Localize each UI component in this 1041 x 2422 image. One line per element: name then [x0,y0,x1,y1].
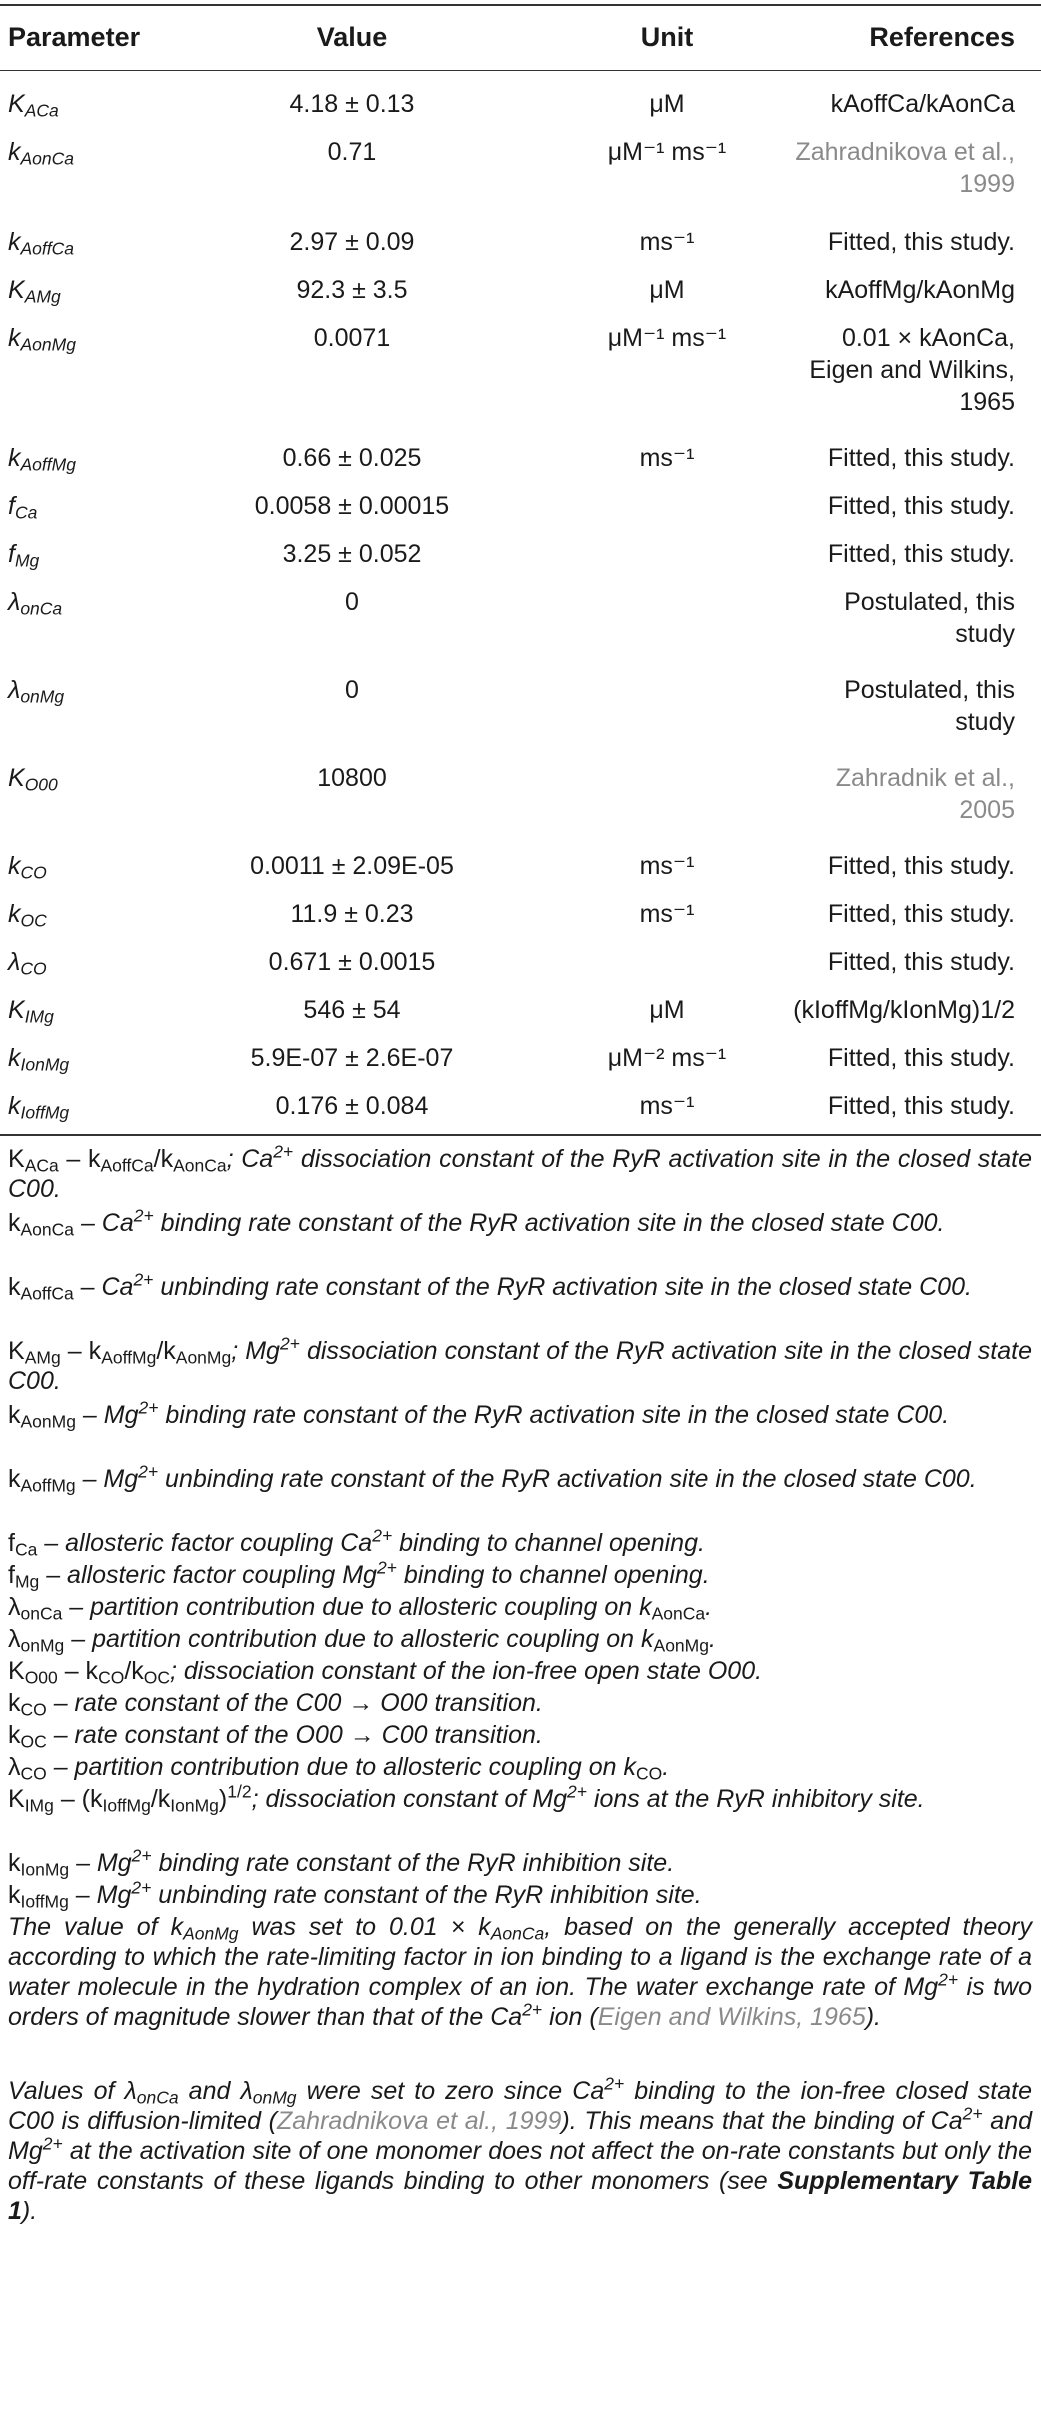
parameter-cell [8,226,74,258]
reference-link[interactable]: Zahradnik et al., [835,764,1015,792]
reference-cell: Fitted, this study. [827,228,1015,256]
reference-cell: Fitted, this study. [827,900,1015,928]
header-value: Value [316,22,388,52]
note-kioffmg: $k_{IoffMg} - Mg^{2+}$ unbinding rate constant of the RyR inhibition site. [8,1877,702,1912]
parameter-symbol: K [8,764,25,792]
reference-cell: kAoffMg/kAonMg [825,276,1015,304]
note-kaonca: $k_{AonCa} - Ca^{2+}$ binding rate constant of the RyR activation site in the closed state C00. [8,1205,945,1240]
citation-link-eigen[interactable]: Eigen and Wilkins, 1965 [597,2003,866,2031]
reference-cell: (kIoffMg/kIonMg)1/2 [793,996,1015,1024]
value-cell: 0.176 ± 0.084 [275,1092,429,1120]
value-cell: 0 [345,588,359,616]
parameter-cell [8,322,76,354]
parameter-symbol: k [8,138,21,166]
value-cell: 5.9E-07 ± 2.6E-07 [250,1044,454,1072]
unit-cell: μM⁻¹ ms⁻¹ [607,138,727,166]
citation-link-zahradnikova[interactable]: Zahradnikova et al., 1999 [277,2107,562,2135]
reference-cell: Postulated, this [844,588,1015,616]
parameter-symbol: K [8,996,25,1024]
parameter-subscript: Mg [14,550,40,571]
parameter-cell [8,136,74,168]
unit-cell: ms⁻¹ [639,852,695,880]
value-cell: 0.0058 ± 0.00015 [254,492,450,520]
reference-link[interactable]: Zahradnikova et al., [795,138,1015,166]
parameter-subscript: onCa [20,598,63,619]
parameter-symbol: k [8,228,21,256]
note-ko00: $K_{O00} - k_{CO}/k_{OC}$; dissociation constant of the ion-free open state O00. [8,1657,763,1688]
reference-cell: study [955,708,1015,736]
note-kco: $k_{CO}$ – rate constant of the C00 → O00 transition. [8,1689,543,1720]
reference-cell: Fitted, this study. [827,1044,1015,1072]
reference-cell: Postulated, this [844,676,1015,704]
header-unit: Unit [640,22,694,52]
note-lambda-onca: $\lambda_{onCa}$ – partition contribution due to allosteric coupling on $k_{AonCa}$. [8,1593,713,1624]
note-kaoffmg: $k_{AoffMg} - Mg^{2+}$ unbinding rate constant of the RyR activation site in the closed state C00. [8,1461,977,1496]
note-fca: $f_{Ca}$ – allosteric factor coupling $Ca^{2+}$ binding to channel opening. [8,1525,705,1560]
parameter-cell [8,762,58,794]
note-fmg: $f_{Mg}$ – allosteric factor coupling $Mg^{2+}$ binding to channel opening. [8,1557,710,1592]
parameter-subscript: Ca [14,502,38,523]
header-references: References [869,22,1015,52]
reference-cell: Fitted, this study. [827,1092,1015,1120]
note-kamg: $K_{AMg} - k_{AoffMg}/k_{AonMg}$; $Mg^{2+}$ dissociation constant of the RyR activation site in the closed state C00. [8,1333,1033,1395]
parameter-subscript: ACa [24,100,59,121]
parameter-cell [8,586,62,618]
unit-cell: μM⁻¹ ms⁻¹ [607,324,727,352]
value-cell: 0.671 ± 0.0015 [268,948,436,976]
parameter-symbol: k [8,1092,21,1120]
header-rule [0,70,1041,71]
parameter-cell [8,274,61,306]
reference-cell: 0.01 × kAonCa, [841,324,1015,352]
parameter-subscript: O00 [24,774,58,795]
parameter-cell [8,538,39,570]
note-paragraph-kaonmg: The value of $k_{AonMg}$ was set to $0.01 \times k_{AonCa}$, based on the generally accepted theory according to which the rate-limiting factor in ion binding to a ligand is the exchange rate of a water molecule in the hydration complex of an ion. The water exchange rate of $Mg^{2+}$ is two orders of magnitude slower than that of the $Ca^{2+}$ ion (Eigen and Wilkins, 1965). [8,1913,1032,2031]
unit-cell: μM [649,90,685,118]
parameter-subscript: IMg [24,1006,54,1027]
reference-cell: study [955,620,1015,648]
top-rule [0,4,1041,6]
reference-cell: Fitted, this study. [827,492,1015,520]
parameter-cell [8,850,47,882]
parameter-symbol: k [8,1044,21,1072]
parameter-symbol: k [8,444,21,472]
note-lambda-onmg: $\lambda_{onMg}$ – partition contribution due to allosteric coupling on $k_{AonMg}$. [8,1625,716,1656]
value-cell: 0.0011 ± 2.09E-05 [250,852,454,880]
parameter-symbol: λ [8,948,21,976]
parameter-cell [8,898,47,930]
value-cell: 4.18 ± 0.13 [289,90,415,118]
note-koc: $k_{OC}$ – rate constant of the O00 → C00 transition. [8,1721,543,1752]
note-kionmg: $k_{IonMg} - Mg^{2+}$ binding rate constant of the RyR inhibition site. [8,1845,675,1880]
parameter-symbol: k [8,900,21,928]
parameter-cell [8,994,54,1026]
parameter-cell [8,490,37,522]
note-kaoffca: $k_{AoffCa} - Ca^{2+}$ unbinding rate constant of the RyR activation site in the closed state C00. [8,1269,972,1304]
value-cell: 0.0071 [313,324,391,352]
parameter-cell [8,1090,69,1122]
value-cell: 3.25 ± 0.052 [282,540,422,568]
note-lambda-co: $\lambda_{CO}$ – partition contribution due to allosteric coupling on $k_{CO}$. [8,1753,670,1784]
parameter-subscript: AoffMg [20,454,76,475]
header-parameter: Parameter [8,22,141,52]
parameter-subscript: AonMg [20,334,76,355]
note-paragraph-lambda: Values of $\lambda_{onCa}$ and $\lambda_{onMg}$ were set to zero since $Ca^{2+}$ binding to the ion-free closed state C00 is diffusion-limited (Zahradnikova et al., 1999). This means that the binding of $Ca^{2+}$ and $Mg^{2+}$ at the activation site of one monomer does not affect the on-rate constants but only the off-rate constants of these ligands binding to other monomers (see Supplementary Table 1). [8,2073,1033,2225]
value-cell: 0.66 ± 0.025 [282,444,422,472]
parameter-symbol: f [8,540,15,568]
reference-cell: Fitted, this study. [827,540,1015,568]
parameter-symbol: λ [8,676,21,704]
unit-cell: μM [649,276,685,304]
reference-cell: Fitted, this study. [827,852,1015,880]
reference-cell: Fitted, this study. [827,948,1015,976]
parameter-subscript: IoffMg [20,1102,70,1123]
value-cell: 2.97 ± 0.09 [289,228,415,256]
unit-cell: ms⁻¹ [639,900,695,928]
parameter-cell [8,442,76,474]
parameter-cell [8,674,64,706]
reference-cell: Fitted, this study. [827,444,1015,472]
note-kaonmg: $k_{AonMg} - Mg^{2+}$ binding rate constant of the RyR activation site in the closed state C00. [8,1397,950,1432]
parameter-cell [8,1042,69,1074]
value-cell: 11.9 ± 0.23 [290,900,414,928]
parameter-symbol: f [8,492,15,520]
supplementary-table-link[interactable]: Supplementary Table 1 [8,2167,1033,2225]
value-cell: 0.71 [327,138,377,166]
value-cell: 10800 [317,764,387,792]
parameter-subscript: IonMg [20,1054,70,1075]
reference-cell: kAoffCa/kAonCa [830,90,1015,118]
parameter-subscript: AoffCa [20,238,74,259]
unit-cell: ms⁻¹ [639,444,695,472]
parameter-symbol: k [8,852,21,880]
parameter-subscript: onMg [20,686,65,707]
parameter-symbol: K [8,90,25,118]
unit-cell: ms⁻¹ [639,1092,695,1120]
parameter-subscript: AMg [24,286,61,307]
unit-cell: μM [649,996,685,1024]
parameter-subscript: OC [20,910,47,931]
value-cell: 546 ± 54 [303,996,401,1024]
parameter-subscript: AonCa [20,148,75,169]
bottom-rule [0,1134,1041,1136]
reference-link[interactable]: 1999 [959,170,1015,198]
value-cell: 0 [345,676,359,704]
note-kaca: $K_{ACa} - k_{AoffCa}/k_{AonCa}$; $Ca^{2+}$ dissociation constant of the RyR activation site in the closed state C00. [8,1141,1032,1203]
parameter-symbol: λ [8,588,21,616]
unit-cell: μM⁻² ms⁻¹ [607,1044,727,1072]
parameter-symbol: k [8,324,21,352]
parameter-cell [8,946,47,978]
parameter-subscript: CO [20,958,47,979]
parameter-subscript: CO [20,862,47,883]
reference-cell: 1965 [959,388,1015,416]
parameter-symbol: K [8,276,25,304]
parameter-cell [8,88,59,120]
reference-cell: Eigen and Wilkins, [809,356,1015,384]
note-kimg: $K_{IMg} - (k_{IoffMg}/k_{IonMg})^{1/2}$; dissociation constant of $Mg^{2+}$ ions at the RyR inhibitory site. [8,1781,925,1816]
reference-link[interactable]: 2005 [959,796,1015,824]
value-cell: 92.3 ± 3.5 [296,276,408,304]
unit-cell: ms⁻¹ [639,228,695,256]
